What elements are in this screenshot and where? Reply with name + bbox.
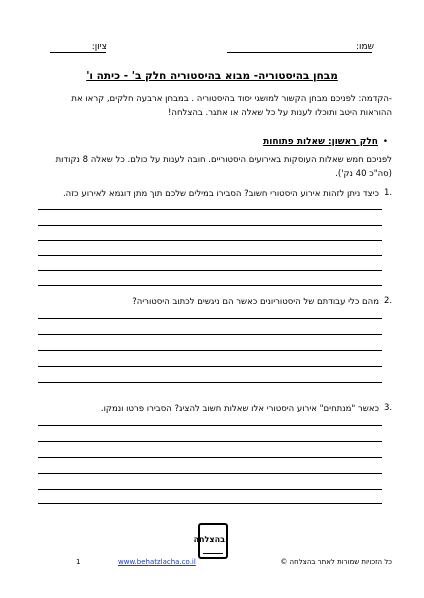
answer-line[interactable]	[38, 473, 382, 474]
stamp-text: בהצלחה	[193, 535, 225, 544]
page-title: מבחן בהיסטוריה- מבוא בהיסטוריה חלק ב' - כיתה ו'	[86, 70, 338, 82]
answer-line[interactable]	[38, 382, 382, 383]
answer-line[interactable]	[38, 425, 382, 426]
question-text: כיצד ניתן לזהות אירוע היסטורי חשוב? הסבירו במילים שלכם תוך מתן דוגמא לאירוע כזה.	[62, 189, 379, 199]
intro-line-1: -הקדמה: לפניכם מבחן הקשור למושגי יסוד בהיסטוריה . במבחן ארבעה חלקים, קראו את	[71, 94, 392, 104]
stamp-underline	[203, 553, 223, 554]
question-text: כאשר "מנתחים" אירוע היסטורי אלו שאלות חשוב להציג? הסבירו פרטו ונמקו.	[100, 404, 379, 414]
answer-line[interactable]	[38, 366, 382, 367]
grade-label: ציון:	[91, 42, 107, 52]
section-instructions-line-2: (סה"כ 40 נק').	[335, 169, 392, 179]
grade-field[interactable]	[50, 52, 106, 53]
question-number: 1.	[384, 188, 393, 198]
section-bullet: •	[382, 137, 388, 147]
answer-line[interactable]	[38, 457, 382, 458]
name-label: שמו:	[356, 42, 374, 52]
name-field[interactable]	[227, 52, 372, 53]
answer-line[interactable]	[38, 255, 382, 256]
answer-line[interactable]	[38, 334, 382, 335]
section-heading: חלק ראשון: שאלות פתוחות	[263, 137, 378, 147]
answer-line[interactable]	[38, 441, 382, 442]
question-number: 3.	[384, 403, 393, 413]
answer-line[interactable]	[38, 350, 382, 351]
success-stamp-logo	[193, 523, 228, 559]
answer-line[interactable]	[38, 225, 382, 226]
answer-line[interactable]	[38, 270, 382, 271]
answer-line[interactable]	[38, 240, 382, 241]
question-text: מהם כלי עבודתם של היסטוריונים כאשר הם ניגשים לכתוב היסטוריה?	[132, 297, 379, 307]
answer-line[interactable]	[38, 285, 382, 286]
website-link[interactable]: www.behatzlacha.co.il	[118, 558, 196, 566]
answer-line[interactable]	[38, 318, 382, 319]
intro-line-2: ההוראות היטב ותוכלו לענות על כל שאלה או אתגר. בהצלחה!	[167, 108, 392, 118]
answer-line[interactable]	[38, 489, 382, 490]
copyright-text: כל הזכויות שמורות לאתר בהצלחה ©	[280, 558, 392, 566]
answer-line[interactable]	[38, 503, 382, 504]
page-number: 1	[76, 558, 81, 566]
answer-line[interactable]	[38, 209, 382, 210]
section-instructions-line-1: לפניכם חמש שאלות העוסקות באירועים היסטוריים. חובה לענות על כולם. כל שאלה 8 נקודות	[55, 155, 392, 165]
question-number: 2.	[384, 296, 393, 306]
